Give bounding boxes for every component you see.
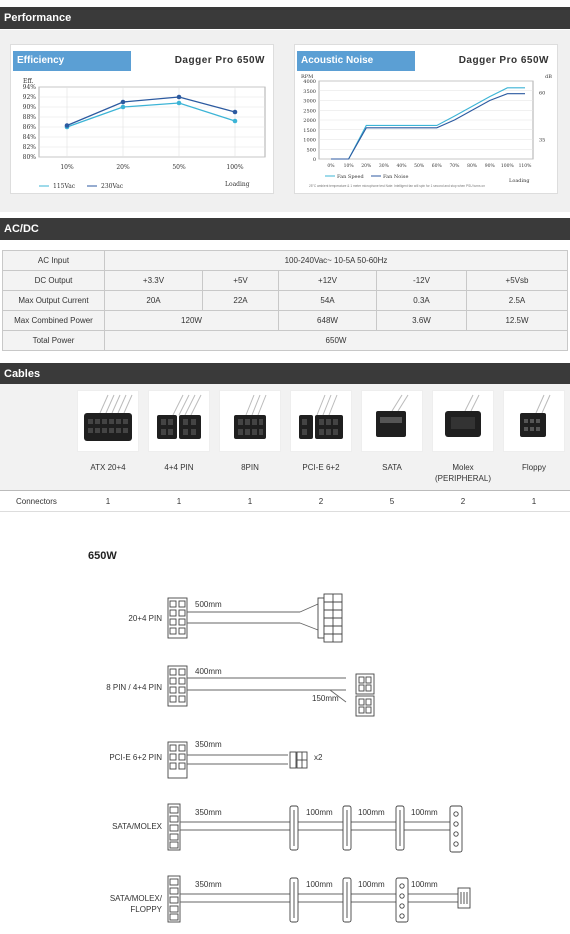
y-tick-label: 0 [312,157,316,163]
x-tick-label: 10% [60,164,74,171]
count-sata: 5 [389,497,395,506]
x-tick-label: 50% [172,164,186,171]
acdc-table [2,250,568,351]
efficiency-y-title: Eff. [23,78,34,85]
connectors-row [0,490,570,512]
x-tick-label: 110% [518,164,532,169]
table-row [3,311,568,331]
x-tick-label: 40% [396,164,407,169]
legend-230-label: 230Vac [101,183,124,190]
legend-fan-speed-label: Fan Speed [337,174,364,180]
series-line [67,97,235,126]
psu-connector-sata-icon [168,804,180,850]
noise-chart-model: Dagger Pro 650W [458,55,549,66]
x-tick-label: 70% [449,164,460,169]
y-tick-label: 3000 [303,98,316,105]
cable-name-8pin: 8PIN [241,463,259,472]
diagram-label-24pin: 20+4 PIN [128,614,162,623]
pcie-connector-image [290,390,352,452]
max-combined-label: Max Combined Power [3,311,105,331]
data-point [65,123,70,128]
sata-plug-icon [290,878,351,922]
cable-name-pcie: PCI-E 6+2 [302,463,340,472]
legend-fan-noise-label: Fan Noise [383,174,409,180]
y-tick-label: 88% [22,114,36,121]
cable-molex [431,390,495,484]
efficiency-chart-model: Dagger Pro 650W [174,55,265,66]
performance-header: Performance [0,7,570,29]
rail-5vsb: +5Vsb [467,271,568,291]
acdc-header: AC/DC [0,218,570,240]
cpu-4plus4-end-icon [356,674,374,716]
data-point [121,100,126,105]
data-point [233,110,238,115]
cable-name-floppy: Floppy [521,463,546,472]
length-8pin-branch: 150mm [312,694,339,703]
table-row [3,251,568,271]
length-sata2-main: 350mm [195,880,222,889]
combined-m12v: 3.6W [377,311,467,331]
x-tick-label: 90% [484,164,495,169]
count-atx: 1 [105,497,111,506]
y-tick-label: 1500 [303,127,316,134]
cable-diagram [0,590,570,930]
efficiency-x-title: Loading [225,181,250,188]
length-sata2-seg2: 100mm [358,880,385,889]
x-tick-label: 20% [361,164,372,169]
cable-floppy [502,390,566,473]
y-tick-label: 92% [22,94,36,101]
floppy-connector-image [503,390,565,452]
y-tick-label: 3500 [303,88,316,95]
legend-115-label: 115Vac [53,183,76,190]
length-pcie: 350mm [195,740,222,749]
y-tick-label: 1000 [303,137,316,144]
data-point [177,95,182,100]
y-right-tick-label: 60 [539,90,546,97]
dc-output-label: DC Output [3,271,105,291]
cable-8pin [218,390,282,473]
noise-chart-title: Acoustic Noise [297,51,415,71]
cable-name-molex: Molex (PERIPHERAL) [434,463,491,483]
total-power-value: 650W [105,331,568,351]
count-4plus4: 1 [176,497,182,506]
length-sata1-seg2: 100mm [358,808,385,817]
y-tick-label: 94% [22,84,36,91]
diagram-label-pcie: PCI-E 6+2 PIN [109,753,162,762]
noise-chart [295,73,557,195]
cable-pcie [289,390,353,473]
max-current-3v3: 20A [105,291,203,311]
sata-plug-icon [290,806,404,850]
length-sata1-main: 350mm [195,808,222,817]
y-tick-label: 2000 [303,118,316,124]
combined-5vsb: 12.5W [467,311,568,331]
y-tick-label: 90% [22,104,36,111]
cables-header: Cables [0,363,570,385]
molex-plug-icon [450,806,462,852]
psu-connector-8pin-icon [168,666,187,706]
y-tick-label: 500 [306,147,316,154]
cable-4plus4 [147,390,211,473]
cpu-connector-image [148,390,210,452]
efficiency-chart [11,73,273,193]
x-tick-label: 100% [226,164,244,171]
table-row [3,271,568,291]
psu-connector-sata2-icon [168,876,180,922]
y-tick-label: 86% [22,124,36,131]
ac-input-value: 100-240Vac~ 10-5A 50-60Hz [105,251,568,271]
molex-connector-image [432,390,494,452]
x-tick-label: 50% [414,164,425,169]
y-tick-label: 4000 [303,79,316,85]
table-row [3,291,568,311]
count-8pin: 1 [247,497,253,506]
pcie-6plus2-end-icon [290,752,307,768]
length-sata1-seg3: 100mm [411,808,438,817]
cable-atx [76,390,140,473]
cable-name-sata: SATA [382,463,402,472]
rail-5v: +5V [203,271,279,291]
count-floppy: 1 [531,497,537,506]
data-point [177,101,182,106]
total-power-label: Total Power [3,331,105,351]
y-right-tick-label: 35 [539,137,546,144]
y-tick-label: 84% [22,134,36,141]
diagram-label-sata-molex: SATA/MOLEX [112,822,162,831]
max-current-m12v: 0.3A [377,291,467,311]
cable-name-atx: ATX 20+4 [90,463,126,472]
count-molex: 2 [460,497,466,506]
diagram-label-8pin: 8 PIN / 4+4 PIN [106,683,162,692]
atx-24pin-end-icon [318,594,342,642]
length-sata2-seg3: 100mm [411,880,438,889]
efficiency-chart-card [10,44,274,194]
data-point [121,105,126,110]
max-current-label: Max Output Current [3,291,105,311]
cable-sata [360,390,424,473]
plot-area [39,87,265,157]
cable-name-4plus4: 4+4 PIN [164,463,194,472]
psu-connector-24pin-icon [168,598,187,638]
x-tick-label: 10% [343,164,354,169]
efficiency-chart-title: Efficiency [13,51,131,71]
y-tick-label: 2500 [303,108,316,115]
pcie-multiplier: x2 [314,753,323,762]
diagram-label-sata-molex-floppy: SATA/MOLEX/ FLOPPY [109,894,162,914]
table-row [3,331,568,351]
atx-connector-image [77,390,139,452]
x-tick-label: 30% [378,164,389,169]
y-tick-label: 82% [22,144,36,151]
x-tick-label: 0% [327,164,335,169]
x-tick-label: 100% [500,164,514,169]
diagram-title: 650W [88,550,117,562]
combined-3v3-5v: 120W [105,311,279,331]
max-current-5v: 22A [203,291,279,311]
max-current-5vsb: 2.5A [467,291,568,311]
x-tick-label: 60% [431,164,442,169]
y-tick-label: 80% [22,154,36,161]
connectors-label: Connectors [16,497,57,506]
noise-y-right-title: dB [545,74,552,80]
floppy-plug-icon [458,888,470,908]
rail-3v3: +3.3V [105,271,203,291]
max-current-12v: 54A [279,291,377,311]
count-pcie: 2 [318,497,324,506]
combined-12v: 648W [279,311,377,331]
ac-input-label: AC Input [3,251,105,271]
rail-12v: +12V [279,271,377,291]
length-sata1-seg1: 100mm [306,808,333,817]
x-tick-label: 20% [116,164,130,171]
x-tick-label: 80% [467,164,478,169]
rail-m12v: -12V [377,271,467,291]
length-8pin-main: 400mm [195,667,222,676]
eight-pin-connector-image [219,390,281,452]
length-24pin: 500mm [195,600,222,609]
noise-x-title: Loading [509,178,530,184]
psu-connector-pcie-icon [168,742,187,778]
molex-plug-icon [396,878,408,922]
noise-footnote: 25°C ambient temperature & 1 meter microphone test Note: Intelligent fan will spin for 1 second and stop when PSU turns on [309,184,485,188]
noise-y-left-title: RPM [301,74,314,80]
length-sata2-seg1: 100mm [306,880,333,889]
sata-connector-image [361,390,423,452]
noise-chart-card [294,44,558,194]
data-point [233,119,238,124]
